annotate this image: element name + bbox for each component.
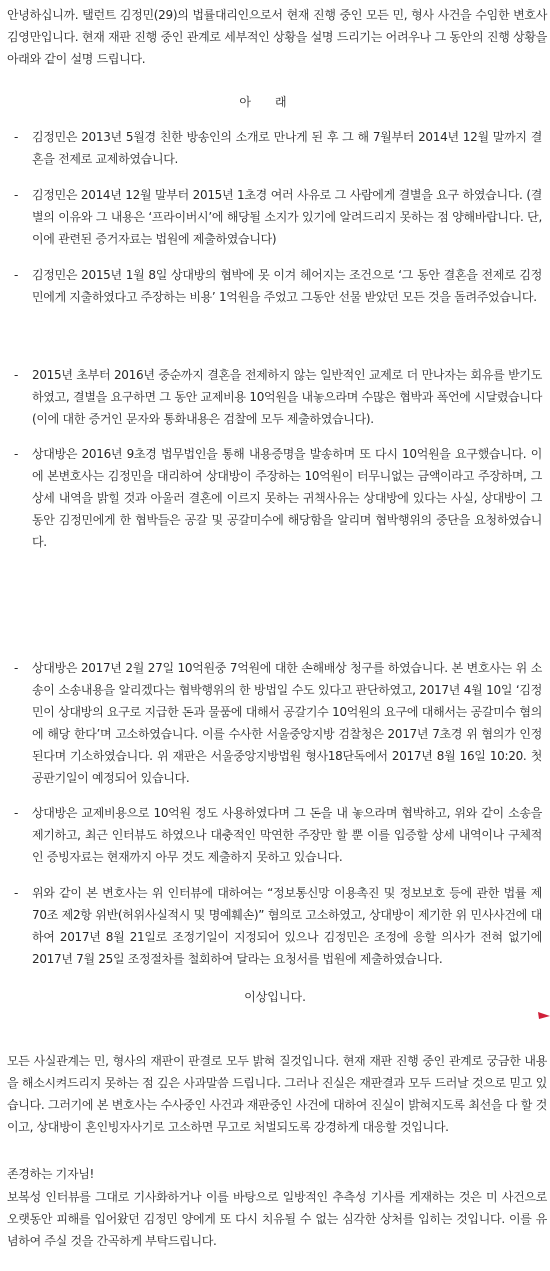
list-item-text: 상대방은 교제비용으로 10억원 정도 사용하였다며 그 돈을 내 놓으라며 협박하고, 위와 같이 소송을 제기하고, 최근 인터뷰도 하였으나 대충적인 막연한 주장만 할 뿐 이를 입증할 상세 내역이나 구체적인 증빙자료는 현재까지 아무 것도 제출하지 못하고 있습니다. (32, 806, 542, 864)
list-dash: - (14, 886, 19, 900)
list-item-text: 상대방은 2016년 9초경 법무법인을 통해 내용증명을 발송하며 또 다시 10억원을 요구했습니다. 이에 본변호사는 김정민을 대리하여 상대방이 주장하는 10억원이 터무니없는 금액이라고 주장하며, 그 상세 내역을 밝힐 것과 아울러 결혼에 이르지 못하는 귀책사유는 상대방에 있다는 사실, 상대방이 그 동안 김정민에게 한 협박들은 공갈 및 공갈미수에 해당함을 알리며 협박행위의 중단을 요청하였습니다. (32, 447, 542, 549)
list-item (14, 882, 542, 970)
list-item (14, 802, 542, 868)
list-item (14, 364, 542, 430)
list-item-text: 김정민은 2013년 5월경 친한 방송인의 소개로 만나게 된 후 그 해 7월부터 2014년 12월 말까지 결혼을 전제로 교제하였습니다. (32, 130, 542, 166)
list-dash: - (14, 130, 19, 144)
list-dash: - (14, 447, 19, 461)
greeting-line: 존경하는 기자님! (7, 1167, 95, 1181)
list-item-text: 위와 같이 본 변호사는 위 인터뷰에 대하여는 “정보통신망 이용촉진 및 정보보호 등에 관한 법률 제70조 제2항 위반(허위사실적시 및 명예훼손)” 혐의로 고소하였고, 상대방이 제기한 위 민사사건에 대하여 2017년 8월 21일로 조정기일이 지정되어 있으나 김정민은 조정에 응할 의사가 전혀 없기에 2017년 7월 25일 조정절차를 철회하여 달라는 요청서를 법원에 제출하였습니다. (32, 886, 542, 966)
list-item-text: 2015년 초부터 2016년 중순까지 결혼을 전제하지 않는 일반적인 교제로 더 만나자는 회유를 받기도 하였고, 결별을 요구하면 그 동안 교제비용 10억원을 내놓으라며 수많은 협박과 폭언에 시달렸습니다(이에 대한 증거인 문자와 통화내용은 검찰에 모두 제출하였습니다). (32, 368, 542, 426)
conclusion-paragraph: 모든 사실관계는 민, 형사의 재판이 판결로 모두 밝혀 질것입니다. 현재 재판 진행 중인 관계로 궁금한 내용을 해소시켜드리지 못하는 점 깊은 사과말씀 드립니다. 그러나 진실은 재판결과 모두 드러날 것으로 믿고 있습니다. 그러기에 본 변호사는 수사중인 사건과 재판중인 사건에 대하여 진실이 밝혀지도록 최선을 다 할 것이고, 상대방이 혼인빙자사기로 고소하면 무고로 처벌되도록 강경하게 대응할 것입니다. (7, 1054, 547, 1134)
list-dash: - (14, 806, 19, 820)
list-item (14, 657, 542, 789)
list-item (14, 443, 542, 553)
red-mark-decoration (538, 1010, 550, 1020)
closing-line: 이상입니다. (244, 990, 306, 1004)
list-item (14, 126, 542, 170)
list-dash: - (14, 188, 19, 202)
section-heading: 아래 (239, 95, 311, 109)
list-dash: - (14, 661, 19, 675)
list-dash: - (14, 368, 19, 382)
list-item-text: 상대방은 2017년 2월 27일 10억원중 7억원에 대한 손해배상 청구를 하였습니다. 본 변호사는 위 소송이 소송내용을 알리겠다는 협박행위의 한 방법일 수도 있다고 판단하였고, 2017년 4월 10일 ‘김정민이 상대방의 요구로 지급한 돈과 물품에 대해서 공갈기수 10억원의 요구에 대해서는 공갈미수 혐의에 해당 한다’며 고소하였습니다. 이를 수사한 서울중앙지방 검찰청은 2017년 7초경 위 혐의가 인정된다며 기소하였습니다. 위 재판은 서울중앙지방법원 형사18단독에서 2017년 8월 16일 10:20. 첫 공판기일이 예정되어 있습니다. (32, 661, 542, 785)
list-item (14, 264, 542, 308)
list-dash: - (14, 268, 19, 282)
list-item-text: 김정민은 2014년 12월 말부터 2015년 1초경 여러 사유로 그 사람에게 결별을 요구 하였습니다. (결별의 이유와 그 내용은 ‘프라이버시’에 해당될 소지가 있기에 알려드리지 못하는 점 양해바랍니다. 단, 이에 관련된 증거자료는 법원에 제출하였습니다) (32, 188, 542, 246)
final-paragraph: 보복성 인터뷰를 그대로 기사화하거나 이를 바탕으로 일방적인 추측성 기사를 게재하는 것은 미 사건으로 오랫동안 피해를 입어왔던 김정민 양에게 또 다시 치유될 수 없는 심각한 상처를 입히는 것입니다. 이를 유념하여 주실 것을 간곡하게 부탁드립니다. (7, 1190, 547, 1248)
list-item-text: 김정민은 2015년 1월 8일 상대방의 협박에 못 이겨 헤어지는 조건으로 ‘그 동안 결혼을 전제로 김정민에게 지출하였다고 주장하는 비용’ 1억원을 주었고 그동안 선물 받았던 모든 것을 돌려주었습니다. (32, 268, 542, 304)
list-item (14, 184, 542, 250)
intro-paragraph: 안녕하십니까. 탤런트 김정민(29)의 법률대리인으로서 현재 진행 중인 모든 민, 형사 사건을 수임한 변호사 김영만입니다. 현재 재판 진행 중인 관계로 세부적인 상황을 설명 드리기는 어려우나 그 동안의 진행 상황을 아래와 같이 설명 드립니다. (7, 8, 547, 66)
